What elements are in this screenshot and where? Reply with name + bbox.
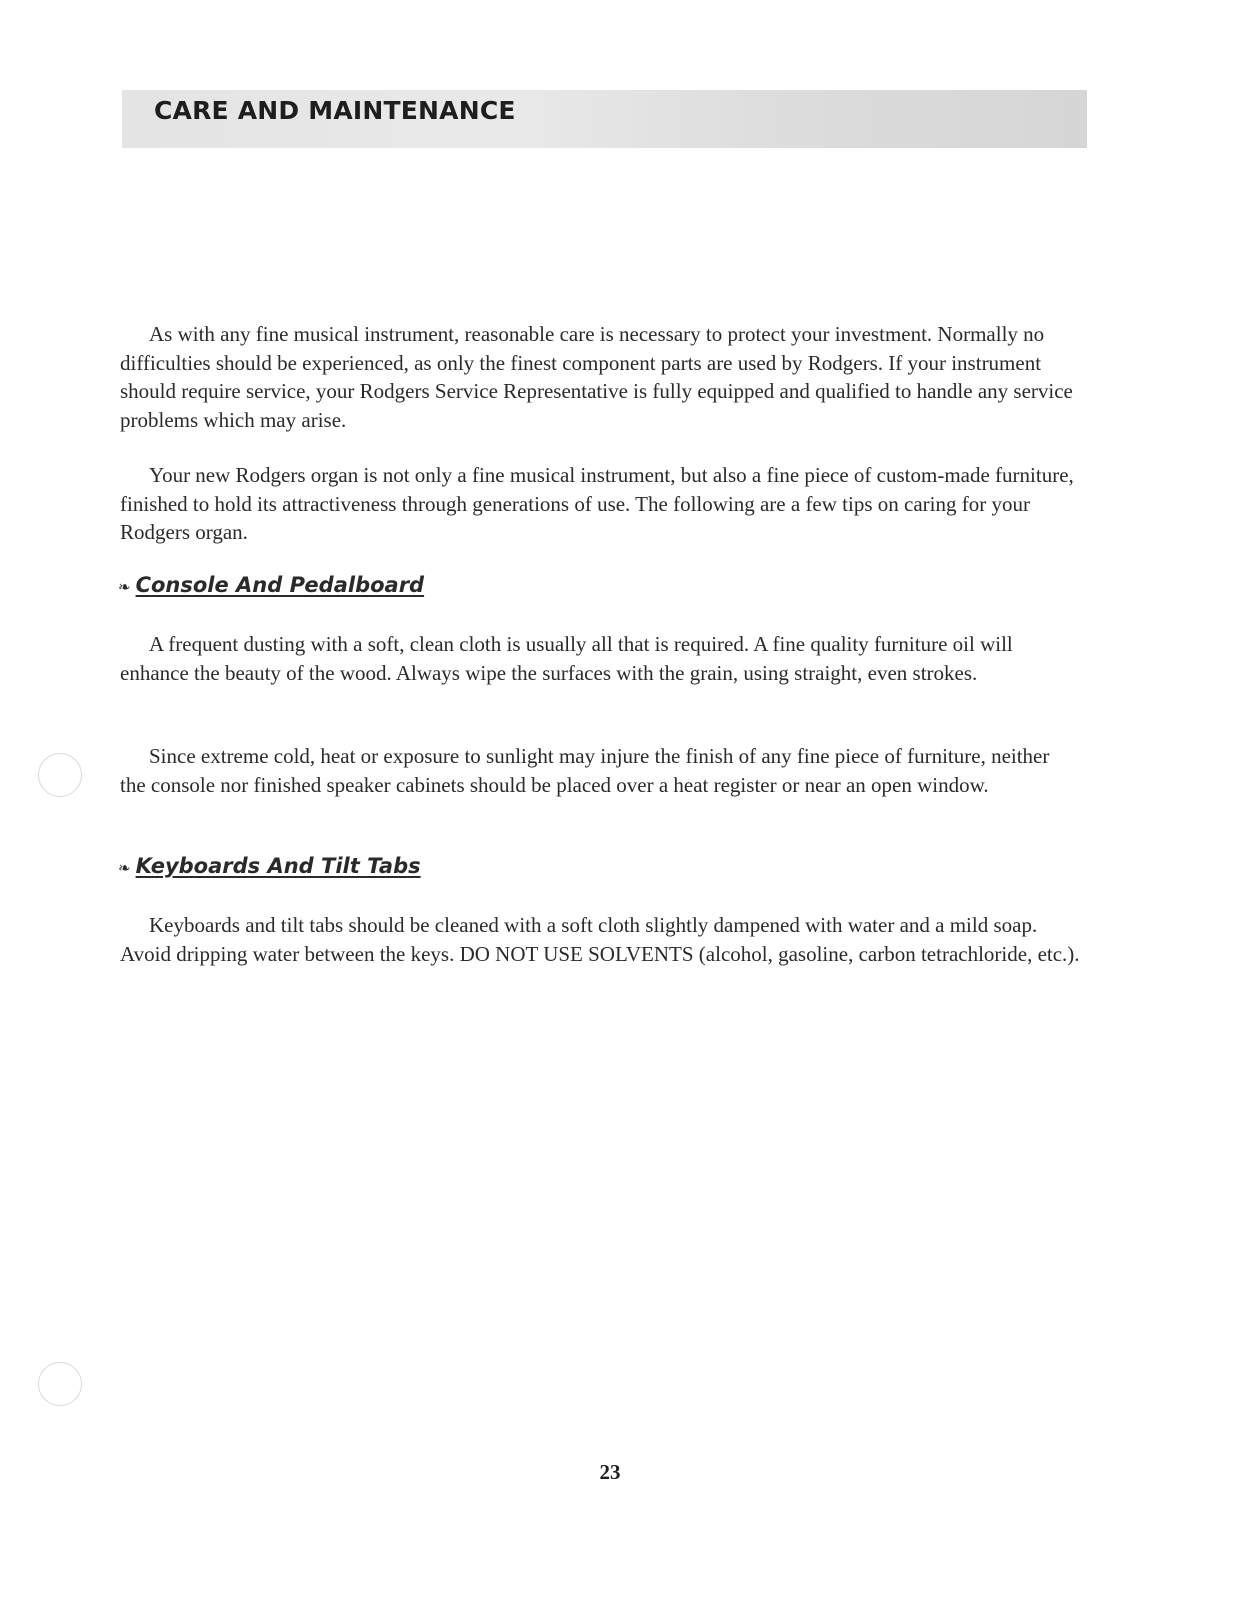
furniture-paragraph: Your new Rodgers organ is not only a fine musical instrument, but also a fine piece of custom-made furniture, finished to hold its attractiveness through generations of use. The following are a few tips on caring for your Rodgers organ. [120,463,1074,544]
page-number: 23 [599,1460,621,1484]
section-heading-keyboards [118,854,421,878]
punch-hole-icon [38,1362,82,1406]
fleuron-icon: ❧ [118,859,131,877]
fleuron-icon: ❧ [118,578,131,596]
console-dusting-paragraph: A frequent dusting with a soft, clean cloth is usually all that is required. A fine quality furniture oil will enhance the beauty of the wood. Always wipe the surfaces with the grain, using straight, even strokes. [120,632,1013,685]
section-heading-console [118,573,424,597]
intro-paragraph: As with any fine musical instrument, reasonable care is necessary to protect your investment. Normally no difficulties should be experienced, as only the finest component parts are used by Rodgers. If your instrument should require service, your Rodgers Service Representative is fully equipped and qualified to handle any service problems which may arise. [120,322,1073,432]
section-heading-text: Keyboards And Tilt Tabs [135,854,421,878]
keyboards-cleaning-paragraph: Keyboards and tilt tabs should be cleaned with a soft cloth slightly dampened with water and a mild soap. Avoid dripping water between the keys. DO NOT USE SOLVENTS (alcohol, gasoline, carbon tetrachloride, etc.). [120,913,1080,966]
section-heading-text: Console And Pedalboard [135,573,425,597]
console-placement-paragraph: Since extreme cold, heat or exposure to sunlight may injure the finish of any fine piece of furniture, neither the console nor finished speaker cabinets should be placed over a heat register or near an open window. [120,744,1050,797]
page-title: CARE AND MAINTENANCE [154,96,516,125]
punch-hole-icon [38,753,82,797]
